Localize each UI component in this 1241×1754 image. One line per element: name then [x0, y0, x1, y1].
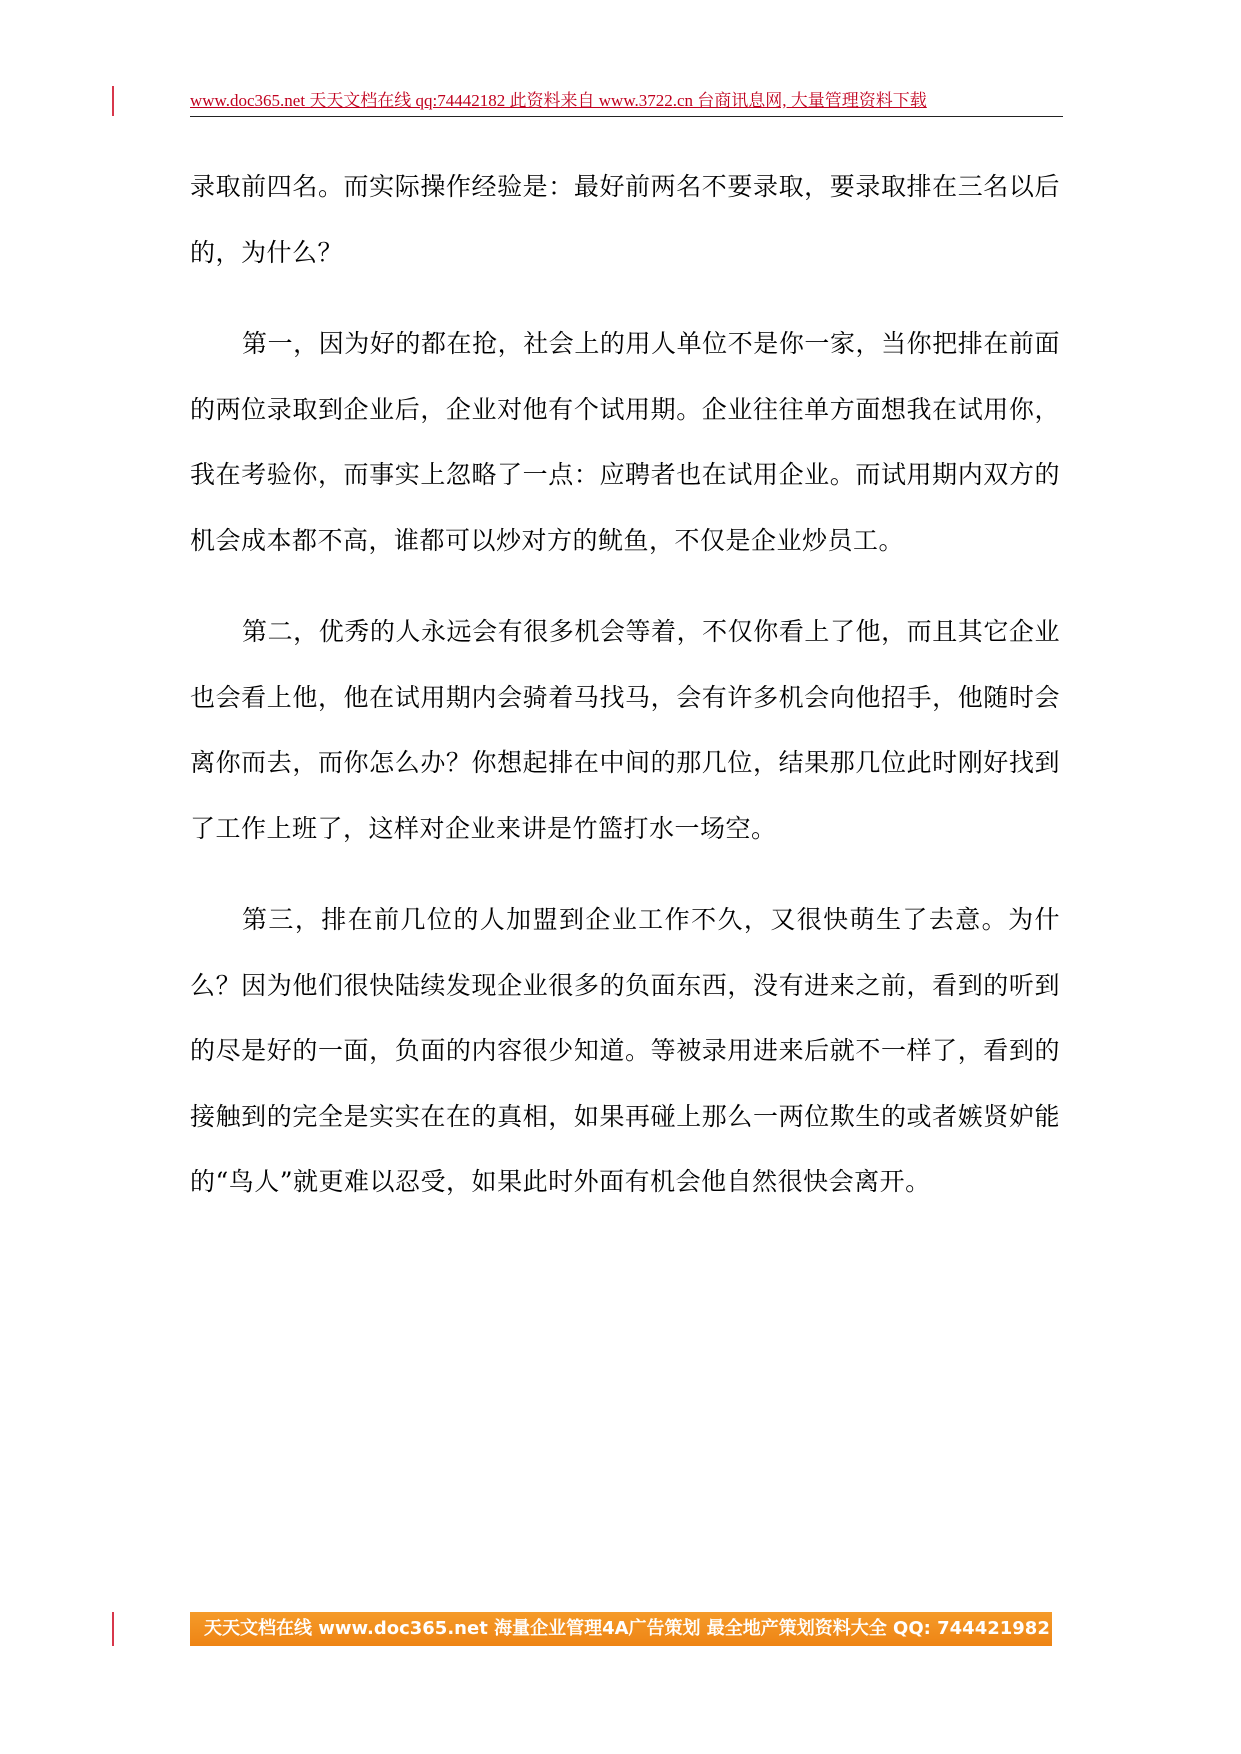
paragraph-continued: 录取前四名。而实际操作经验是：最好前两名不要录取，要录取排在三名以后的，为什么？	[190, 172, 1060, 267]
paragraph-third-point: 第三，排在前几位的人加盟到企业工作不久，又很快萌生了去意。为什么？因为他们很快陆续发现企业很多的负面东西，没有进来之前，看到的听到的尽是好的一面，负面的内容很少知道。等被录用进来后就不一样了，看到的接触到的完全是实实在在的真相，如果再碰上那么一两位欺生的或者嫉贤妒能的“鸟人”就更难以忍受，如果此时外面有机会他自然很快会离开。	[190, 905, 1060, 1196]
footer-text: 天天文档在线 www.doc365.net 海量企业管理4A广告策划 最全地产策划资料大全 QQ: 744421982	[204, 1618, 1050, 1639]
document-body	[190, 154, 1060, 1241]
paragraph-first-point: 第一，因为好的都在抢，社会上的用人单位不是你一家，当你把排在前面的两位录取到企业后，企业对他有个试用期。企业往往单方面想我在试用你，我在考验你，而事实上忽略了一点：应聘者也在试用企业。而试用期内双方的机会成本都不高，谁都可以炒对方的鱿鱼，不仅是企业炒员工。	[190, 329, 1060, 555]
bottom-margin-mark	[112, 1612, 114, 1646]
page-header	[190, 88, 1063, 117]
top-margin-mark	[112, 86, 114, 116]
page-footer-banner	[190, 1612, 1052, 1646]
paragraph-second-point: 第二，优秀的人永远会有很多机会等着，不仅你看上了他，而且其它企业也会看上他，他在试用期内会骑着马找马，会有许多机会向他招手，他随时会离你而去，而你怎么办？你想起排在中间的那几位，结果那几位此时刚好找到了工作上班了，这样对企业来讲是竹篮打水一场空。	[190, 617, 1060, 843]
header-text: www.doc365.net 天天文档在线 qq:74442182 此资料来自 www.3722.cn 台商讯息网, 大量管理资料下载	[190, 91, 927, 110]
